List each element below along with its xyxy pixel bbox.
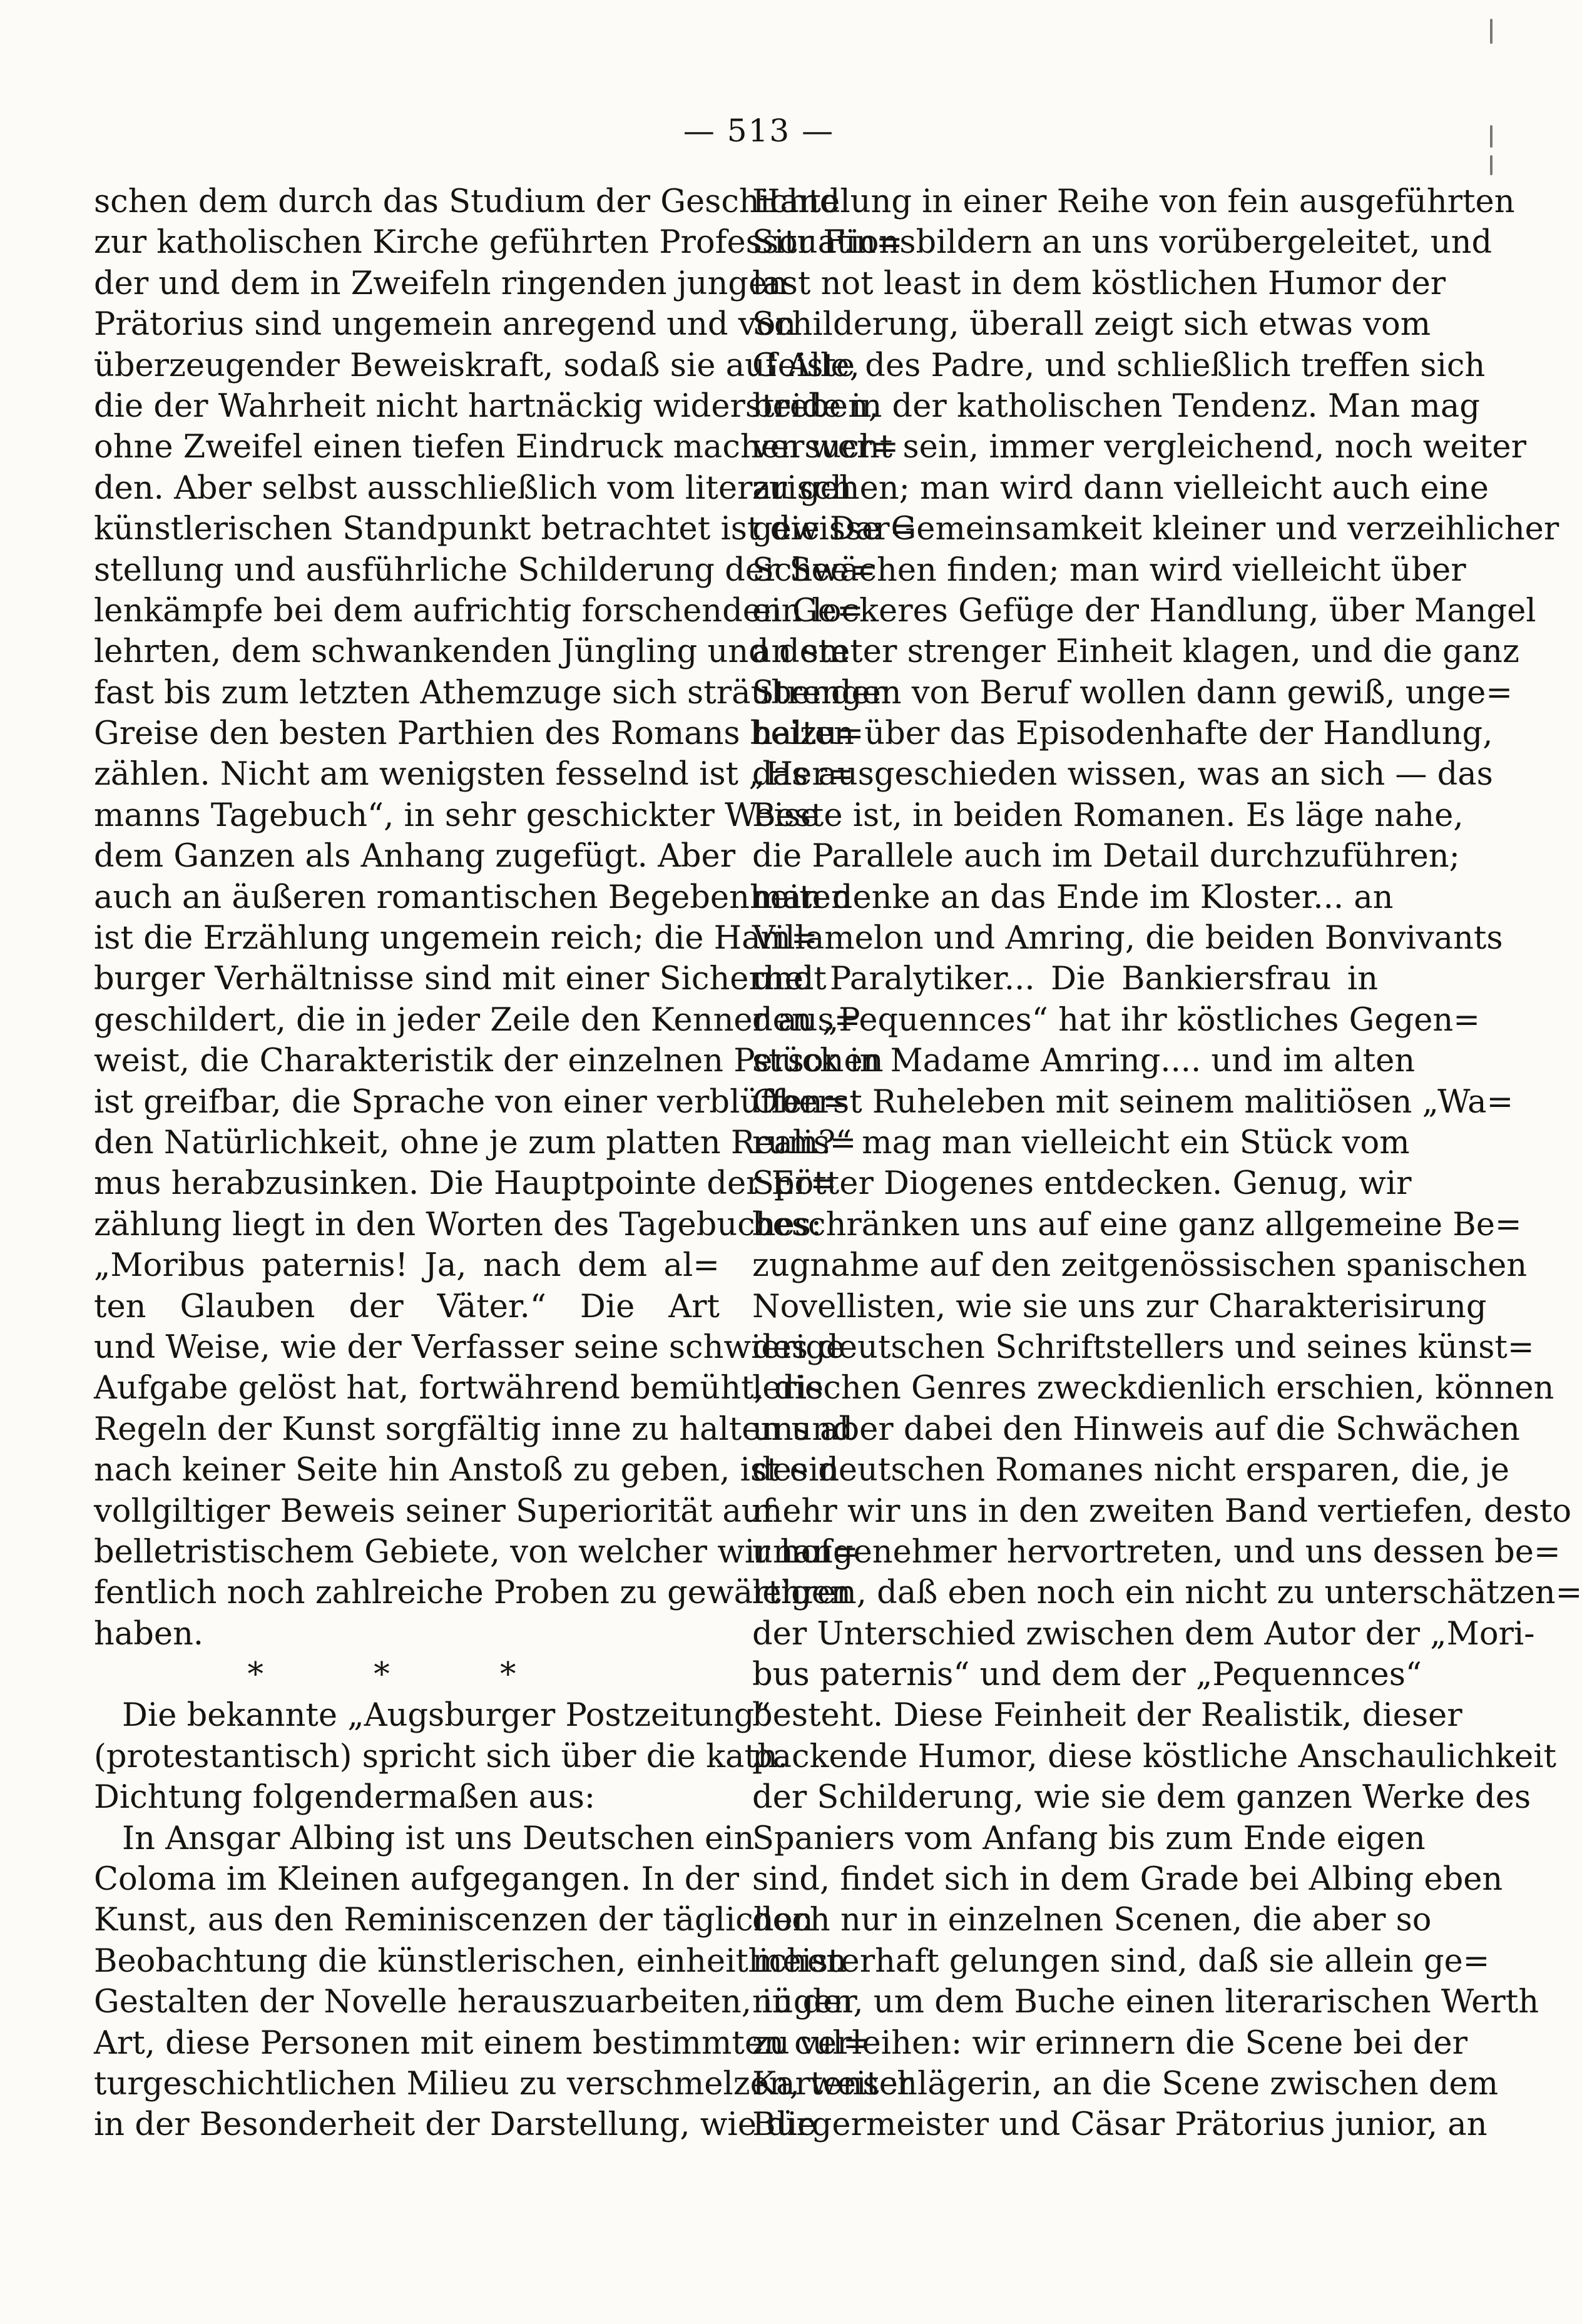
text-line: den Natürlichkeit, ohne je zum platten Realis= bbox=[94, 1124, 857, 1161]
text-line: zählen. Nicht am wenigsten fesselnd ist „Her= bbox=[94, 756, 854, 793]
text-line: belletristischem Gebiete, von welcher wir hof= bbox=[94, 1533, 859, 1571]
text-line: Gestalten der Novelle herauszuarbeiten, in der bbox=[94, 1984, 857, 2021]
text-line: lenkämpfe bei dem aufrichtig forschenden Ge= bbox=[94, 592, 864, 629]
text-line: die Parallele auch im Detail durchzuführen; bbox=[752, 838, 1460, 875]
text-line: geschildert, die in jeder Zeile den Kenner aus= bbox=[94, 1001, 861, 1039]
text-line: zur katholischen Kirche geführten Professor Fin= bbox=[94, 224, 903, 262]
text-line: Kartenschlägerin, an die Scene zwischen dem bbox=[752, 2065, 1499, 2102]
text-line: stück in Madame Amring.... und im alten bbox=[752, 1042, 1416, 1080]
text-line: Oberst Ruheleben mit seinem malitiösen „Wa= bbox=[752, 1083, 1514, 1121]
text-line: Dichtung folgendermaßen aus: bbox=[94, 1779, 596, 1817]
text-line: zählung liegt in den Worten des Tagebuches: bbox=[94, 1206, 822, 1243]
text-line: Spötter Diogenes entdecken. Genug, wir bbox=[752, 1165, 1412, 1203]
text-line: dem Ganzen als Anhang zugefügt. Aber bbox=[94, 838, 736, 875]
page-number: — 513 — bbox=[683, 113, 835, 149]
text-line: stellung und ausführliche Schilderung der See= bbox=[94, 551, 876, 589]
text-line: fentlich noch zahlreiche Proben zu gewärtigen bbox=[94, 1574, 851, 1612]
text-line: unangenehmer hervortreten, und uns dessen be= bbox=[752, 1533, 1561, 1571]
text-line: nügen, um dem Buche einen literarischen Werth bbox=[752, 1984, 1539, 2021]
text-line: Beste ist, in beiden Romanen. Es läge nahe, bbox=[752, 797, 1464, 834]
text-line: der Schilderung, wie sie dem ganzen Werke des bbox=[752, 1779, 1531, 1817]
text-line: Handlung in einer Reihe von fein ausgeführten bbox=[752, 183, 1515, 220]
text-line: der und dem in Zweifeln ringenden jungen bbox=[94, 265, 788, 302]
text-line: fast bis zum letzten Athemzuge sich sträubenden bbox=[94, 674, 891, 711]
text-line: gewisse Gemeinsamkeit kleiner und verzeihlicher bbox=[752, 511, 1559, 548]
text-line: last not least in dem köstlichen Humor der bbox=[752, 265, 1446, 302]
text-line: lehren, daß eben noch ein nicht zu unterschätzen= bbox=[752, 1574, 1582, 1612]
text-line: Kunst, aus den Reminiscenzen der täglichen bbox=[94, 1902, 814, 1939]
text-line: versucht sein, immer vergleichend, noch weiter bbox=[752, 429, 1526, 466]
text-line: Spaniers vom Anfang bis zum Ende eigen bbox=[752, 1820, 1426, 1857]
text-line: man denke an das Ende im Kloster... an bbox=[752, 879, 1394, 916]
text-line: Bürgermeister und Cäsar Prätorius junior, an bbox=[752, 2106, 1488, 2144]
text-line: manns Tagebuch“, in sehr geschickter Weise bbox=[94, 797, 820, 834]
text-line: der Unterschied zwischen dem Autor der „Mori- bbox=[752, 1615, 1535, 1653]
text-line: den. Aber selbst ausschließlich vom literarisch bbox=[94, 469, 852, 507]
margin-mark bbox=[1490, 125, 1493, 148]
section-separator: * * * bbox=[247, 1656, 566, 1694]
text-line: In Ansgar Albing ist uns Deutschen ein bbox=[122, 1820, 755, 1857]
text-line: Aufgabe gelöst hat, fortwährend bemüht, die bbox=[94, 1370, 824, 1407]
text-line: zu gehen; man wird dann vielleicht auch eine bbox=[752, 469, 1489, 507]
text-line: „Moribus paternis! Ja, nach dem al= bbox=[94, 1247, 720, 1285]
text-line: ein lockeres Gefüge der Handlung, über Mangel bbox=[752, 592, 1536, 629]
text-line: zu verleihen: wir erinnern die Scene bei der bbox=[752, 2024, 1467, 2062]
text-line: Geiste des Padre, und schließlich treffen sich bbox=[752, 347, 1486, 384]
margin-mark bbox=[1490, 19, 1493, 44]
text-line: die der Wahrheit nicht hartnäckig widerstreben, bbox=[94, 387, 879, 425]
text-line: nach keiner Seite hin Anstoß zu geben, ist ein bbox=[94, 1452, 840, 1489]
text-line: Regeln der Kunst sorgfältig inne zu halten und bbox=[94, 1410, 853, 1448]
text-line: und Weise, wie der Verfasser seine schwierige bbox=[94, 1328, 845, 1366]
text-line: zugnahme auf den zeitgenössischen spanischen bbox=[752, 1247, 1528, 1285]
text-line: schen dem durch das Studium der Geschichte bbox=[94, 183, 840, 220]
text-line: ten Glauben der Väter.“ Die Art bbox=[94, 1288, 720, 1325]
text-line: Greise den besten Parthien des Romans beizu= bbox=[94, 715, 864, 753]
text-line: auch an äußeren romantischen Begebenheiten bbox=[94, 879, 852, 916]
text-line: des deutschen Romanes nicht ersparen, die, je bbox=[752, 1452, 1509, 1489]
text-line: haben. bbox=[94, 1615, 204, 1653]
text-line: rum?“ mag man vielleicht ein Stück vom bbox=[752, 1124, 1410, 1161]
margin-mark bbox=[1490, 155, 1493, 175]
text-line: Die bekannte „Augsburger Postzeitung“ bbox=[122, 1697, 771, 1735]
text-line: künstlerischen Standpunkt betrachtet ist die Dar= bbox=[94, 511, 917, 548]
text-line: vollgiltiger Beweis seiner Superiorität auf bbox=[94, 1492, 774, 1530]
text-line: beschränken uns auf eine ganz allgemeine Be= bbox=[752, 1206, 1522, 1243]
text-line: mus herabzusinken. Die Hauptpointe der Er= bbox=[94, 1165, 837, 1203]
text-line: Situationsbildern an uns vorübergeleitet, und bbox=[752, 224, 1493, 262]
text-line: Prätorius sind ungemein anregend und von bbox=[94, 306, 797, 344]
text-line: Schwächen finden; man wird vielleicht über bbox=[752, 551, 1466, 589]
text-line: besteht. Diese Feinheit der Realistik, dieser bbox=[752, 1697, 1462, 1735]
left-column bbox=[94, 181, 917, 2146]
right-column bbox=[752, 181, 1582, 2146]
text-line: (protestantisch) spricht sich über die kath. bbox=[94, 1738, 788, 1775]
text-line: sind, findet sich in dem Grade bei Albing eben bbox=[752, 1861, 1503, 1898]
text-line: den „Pequennces“ hat ihr köstliches Gegen= bbox=[752, 1001, 1480, 1039]
text-line: mehr wir uns in den zweiten Band vertiefen, desto bbox=[752, 1492, 1572, 1530]
text-line: meisterhaft gelungen sind, daß sie allein ge= bbox=[752, 1942, 1490, 1980]
text-line: weist, die Charakteristik der einzelnen Personen bbox=[94, 1042, 884, 1080]
text-line: Schilderung, überall zeigt sich etwas vom bbox=[752, 306, 1431, 344]
text-line: überzeugender Beweiskraft, sodaß sie auf Alle, bbox=[94, 347, 860, 384]
text-line: packende Humor, diese köstliche Anschaulichkeit bbox=[752, 1738, 1557, 1775]
text-line: Beobachtung die künstlerischen, einheitlichen bbox=[94, 1942, 847, 1980]
text-line: Coloma im Kleinen aufgegangen. In der bbox=[94, 1861, 739, 1898]
text-line: burger Verhältnisse sind mit einer Sicherheit bbox=[94, 961, 827, 998]
text-line: das ausgeschieden wissen, was an sich — das bbox=[752, 756, 1493, 793]
text-line: ist greifbar, die Sprache von einer verblüffen= bbox=[94, 1083, 850, 1121]
text-line: des deutschen Schriftstellers und seines künst= bbox=[752, 1328, 1534, 1366]
text-line: Strengen von Beruf wollen dann gewiß, unge= bbox=[752, 674, 1513, 711]
text-line: doch nur in einzelnen Scenen, die aber so bbox=[752, 1902, 1432, 1939]
text-line: Art, diese Personen mit einem bestimmten cul= bbox=[94, 2024, 870, 2062]
text-line: uns aber dabei den Hinweis auf die Schwächen bbox=[752, 1410, 1520, 1448]
text-line: in der Besonderheit der Darstellung, wie die bbox=[94, 2106, 817, 2144]
text-line: bus paternis“ und dem der „Pequennces“ bbox=[752, 1656, 1422, 1694]
text-line: halten über das Episodenhafte der Handlung, bbox=[752, 715, 1493, 753]
text-line: lehrten, dem schwankenden Jüngling und dem bbox=[94, 633, 849, 671]
text-line: turgeschichtlichen Milieu zu verschmelzen, weiter bbox=[94, 2065, 914, 2102]
text-line: ohne Zweifel einen tiefen Eindruck machen wer= bbox=[94, 429, 899, 466]
text-line: lerischen Genres zweckdienlich erschien, können bbox=[752, 1370, 1554, 1407]
text-line: und Paralytiker... Die Bankiersfrau in bbox=[752, 961, 1378, 998]
text-line: beide in der katholischen Tendenz. Man mag bbox=[752, 387, 1480, 425]
text-line: Villamelon und Amring, die beiden Bonvivants bbox=[752, 920, 1503, 957]
text-line: an steter strenger Einheit klagen, und die ganz bbox=[752, 633, 1519, 671]
text-line: Novellisten, wie sie uns zur Charakterisirung bbox=[752, 1288, 1487, 1325]
text-line: ist die Erzählung ungemein reich; die Ham= bbox=[94, 920, 818, 957]
